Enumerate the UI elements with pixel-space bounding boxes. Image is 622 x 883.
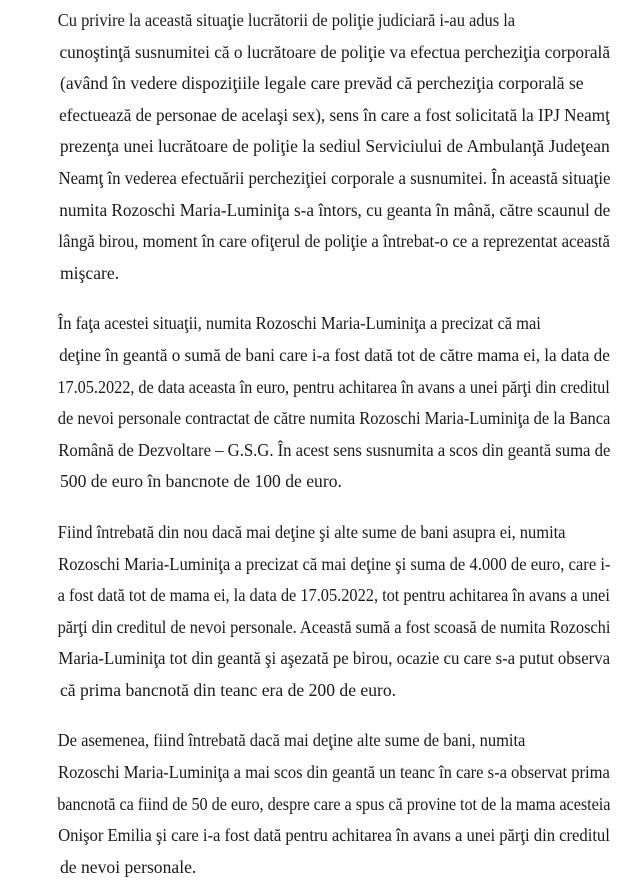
paragraph-3 [24, 517, 610, 707]
text-line: că prima bancnotă din teanc era de 200 de euro. [60, 679, 397, 700]
text-line: lângă birou, moment în care ofiţerul de poliţie a întrebat-o ce a reprezentat această [58, 231, 610, 252]
text-line: părţi din creditul de nevoi personale. Această sumă a fost scoasă de numita Rozoschi [57, 616, 611, 637]
text-line: 500 de euro în bancnote de 100 de euro. [60, 471, 342, 492]
text-line: Neamţ în vederea efectuării percheziţiei corporale a susnumitei. În această situaţie [58, 167, 611, 188]
text-line: (având în vedere dispoziţiile legale care prevăd că percheziţia corporală se [60, 73, 584, 94]
text-line: prezenţa unei lucrătoare de poliţie la sediul Serviciului de Ambulanţă Judeţean [59, 136, 610, 157]
text-line: efectuează de personae de acelaşi sex), sens în care a fost solicitată la IPJ Neamţ [59, 104, 610, 125]
text-line: Maria-Luminiţa tot din geantă şi aşezată pe birou, ocazie cu care s-a putut observa [58, 648, 611, 669]
text-line: 17.05.2022, de data aceasta în euro, pentru achitarea în avans a unei părţi din creditul [57, 376, 610, 397]
text-line: cunoştinţă susnumitei că o lucrătoare de poliţie va efectua percheziţia corporală [59, 41, 611, 62]
text-line: bancnotă ca fiind de 50 de euro, despre care a spus că provine tot de la mama acesteia [57, 793, 611, 814]
text-line: de nevoi personale contractat de către numita Rozoschi Maria-Luminiţa de la Banca [57, 408, 611, 429]
text-line: În faţa acestei situaţii, numita Rozoschi Maria-Luminiţa a precizat că mai [57, 313, 541, 334]
text-line: a fost dată tot de mama ei, la data de 17.05.2022, tot pentru achitarea în avans a unei [57, 585, 610, 606]
text-line: numita Rozoschi Maria-Luminiţa s-a întors, cu geanta în mână, către scaunul de [59, 199, 611, 220]
text-line: Rozoschi Maria-Luminiţa a mai scos din geantă un teanc în care s-a observat prima [58, 762, 610, 783]
text-line: mişcare. [60, 262, 120, 283]
paragraph-4 [24, 725, 610, 883]
text-line: Fiind întrebată din nou dacă mai deţine şi alte sume de bani asupra ei, numita [57, 521, 566, 542]
text-line: De asemenea, fiind întrebată dacă mai deţine alte sume de bani, numita [57, 730, 526, 751]
text-line: de nevoi personale. [60, 856, 197, 877]
text-line: Cu privire la această situaţie lucrătorii de poliţie judiciară i-au adus la [57, 10, 516, 30]
text-line: Rozoschi Maria-Luminiţa a precizat că mai deţine şi suma de 4.000 de euro, care i- [58, 553, 611, 574]
text-line: Română de Dezvoltare – G.S.G. În acest sens susnumita a scos din geantă suma de [58, 439, 611, 460]
paragraph-2 [24, 308, 610, 498]
paragraph-1 [24, 5, 610, 289]
text-line: deţine în geantă o sumă de bani care i-a fost dată tot de către mama ei, la data de [59, 344, 610, 365]
text-line: Onişor Emilia şi care i-a fost dată pentru achitarea în avans a unei părţi din creditul [58, 825, 610, 846]
